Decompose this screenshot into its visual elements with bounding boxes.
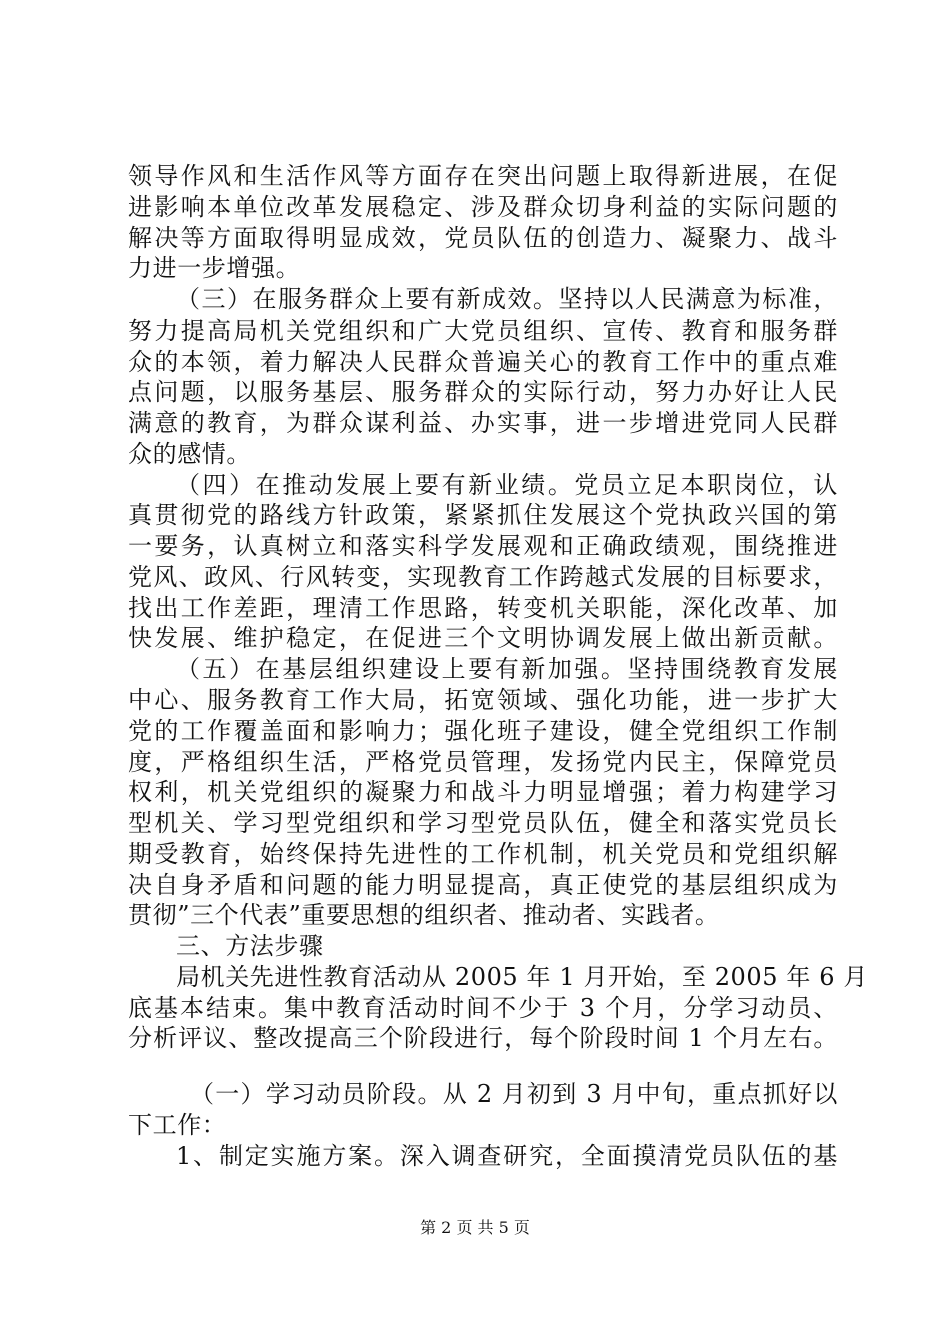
text-line: 度，严格组织生活，严格党员管理，发扬党内民主，保障党员 (128, 748, 838, 776)
text-line: 领导作风和生活作风等方面存在突出问题上取得新进展，在促 (128, 162, 838, 190)
text-line: 满意的教育，为群众谋利益、办实事，进一步增进党同人民群 (128, 409, 838, 437)
text-line: 众的本领，着力解决人民群众普遍关心的教育工作中的重点难 (128, 348, 838, 376)
text-line: 众的感情。 (128, 440, 251, 468)
text-line: 底基本结束。集中教育活动时间不少于 3 个月，分学习动员、 (128, 994, 838, 1022)
text-line: 权利，机关党组织的凝聚力和战斗力明显增强；着力构建学习 (128, 778, 838, 806)
section-heading: 三、方法步骤 (176, 932, 324, 960)
text-line: 解决等方面取得明显成效，党员队伍的创造力、凝聚力、战斗 (128, 224, 838, 252)
text-line: 力进一步增强。 (128, 254, 301, 282)
paragraph-heading-line: （五）在基层组织建设上要有新加强。坚持围绕教育发展 (176, 655, 838, 683)
text-line: 1、制定实施方案。深入调查研究，全面摸清党员队伍的基 (176, 1142, 838, 1170)
text-line: 点问题，以服务基层、服务群众的实际行动，努力办好让人民 (128, 378, 838, 406)
text-line: 真贯彻党的路线方针政策，紧紧抓住发展这个党执政兴国的第 (128, 501, 838, 529)
text-line: 决自身矛盾和问题的能力明显提高，真正使党的基层组织成为 (128, 871, 838, 899)
text-line: 一要务，认真树立和落实科学发展观和正确政绩观，围绕推进 (128, 532, 838, 560)
text-line: 局机关先进性教育活动从 2005 年 1 月开始，至 2005 年 6 月 (176, 963, 868, 991)
text-line: 分析评议、整改提高三个阶段进行，每个阶段时间 1 个月左右。 (128, 1024, 838, 1052)
paragraph-heading-line: （四）在推动发展上要有新业绩。党员立足本职岗位，认 (176, 471, 838, 499)
text-line: 努力提高局机关党组织和广大党员组织、宣传、教育和服务群 (128, 317, 838, 345)
text-line: 型机关、学习型党组织和学习型党员队伍，健全和落实党员长 (128, 809, 838, 837)
text-line: 快发展、维护稳定，在促进三个文明协调发展上做出新贡献。 (128, 624, 838, 652)
text-line: 下工作： (128, 1111, 227, 1139)
text-line: 贯彻”三个代表”重要思想的组织者、推动者、实践者。 (128, 901, 720, 929)
text-line: 进影响本单位改革发展稳定、涉及群众切身利益的实际问题的 (128, 193, 838, 221)
text-line: 找出工作差距，理清工作思路，转变机关职能，深化改革、加 (128, 594, 838, 622)
text-line: 中心、服务教育工作大局，拓宽领域、强化功能，进一步扩大 (128, 686, 838, 714)
text-line: 党风、政风、行风转变，实现教育工作跨越式发展的目标要求， (128, 563, 838, 591)
paragraph-heading-line: （三）在服务群众上要有新成效。坚持以人民满意为标准， (176, 285, 838, 313)
text-line: 党的工作覆盖面和影响力；强化班子建设，健全党组织工作制 (128, 717, 838, 745)
paragraph-heading-line: （一）学习动员阶段。从 2 月初到 3 月中旬，重点抓好以 (190, 1080, 838, 1108)
page-footer: 第 2 页 共 5 页 (420, 1218, 530, 1237)
text-line: 期受教育，始终保持先进性的工作机制，机关党员和党组织解 (128, 840, 838, 868)
